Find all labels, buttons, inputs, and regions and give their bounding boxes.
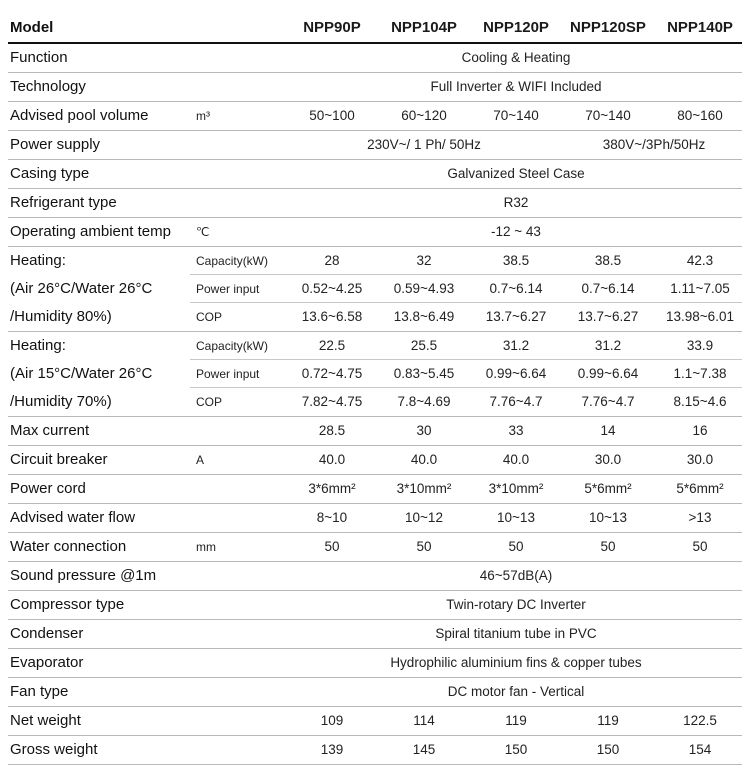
row-label: Operating ambient temp xyxy=(10,223,171,240)
table-row xyxy=(8,388,742,417)
value-cell: 0.7~6.14 xyxy=(581,281,635,296)
row-label: Technology xyxy=(10,78,86,95)
model-header-label: Model xyxy=(10,19,54,36)
row-unit: Capacity(kW) xyxy=(196,254,269,268)
value-cell: 31.2 xyxy=(594,338,622,353)
value-cell: 50 xyxy=(692,539,708,554)
row-unit: Power input xyxy=(196,367,260,381)
spec-table xyxy=(8,14,742,765)
value-cell: 13.6~6.58 xyxy=(301,309,363,324)
value-cell: 119 xyxy=(505,713,527,728)
row-label: Function xyxy=(10,49,68,66)
value-cell: 145 xyxy=(412,742,436,757)
value-cell: 40.0 xyxy=(410,452,438,467)
value-cell: 30 xyxy=(416,423,432,438)
value-cell: 8~10 xyxy=(316,510,348,525)
value-cell: 28 xyxy=(324,253,340,268)
value-cell: 0.59~4.93 xyxy=(393,281,455,296)
value-cell: 22.5 xyxy=(318,338,346,353)
table-row xyxy=(8,707,742,736)
span-value: Hydrophilic aluminium fins & copper tubes xyxy=(390,655,642,670)
value-cell: 150 xyxy=(504,742,528,757)
row-label: Water connection xyxy=(10,538,127,555)
value-cell: 38.5 xyxy=(594,253,622,268)
row-label: Circuit breaker xyxy=(10,451,108,468)
value-cell: 154 xyxy=(688,742,712,757)
table-row xyxy=(8,620,742,649)
table-row xyxy=(8,417,742,446)
value-cell: 8.15~4.6 xyxy=(673,394,727,409)
value-cell: 50 xyxy=(324,539,340,554)
table-row xyxy=(8,591,742,620)
row-label: Max current xyxy=(10,422,90,439)
value-cell: 60~120 xyxy=(401,108,447,123)
span-value: Full Inverter & WIFI Included xyxy=(430,79,602,94)
value-cell: 30.0 xyxy=(594,452,622,467)
value-cell: 50 xyxy=(600,539,616,554)
span-value: Twin-rotary DC Inverter xyxy=(446,597,586,612)
table-row xyxy=(8,131,742,160)
value-cell: 13.8~6.49 xyxy=(393,309,455,324)
value-cell: 50 xyxy=(416,539,432,554)
span-value-single-phase: 230V~/ 1 Ph/ 50Hz xyxy=(367,137,481,152)
value-cell: 31.2 xyxy=(502,338,530,353)
value-cell: 14 xyxy=(600,423,616,438)
span-value: 46~57dB(A) xyxy=(479,568,553,583)
model-npp140p: NPP140P xyxy=(667,19,733,36)
value-cell: 33 xyxy=(508,423,524,438)
row-label: Power cord xyxy=(10,480,86,497)
row-label: Casing type xyxy=(10,165,90,182)
row-unit: m³ xyxy=(196,109,210,123)
value-cell: 32 xyxy=(416,253,432,268)
value-cell: 40.0 xyxy=(502,452,530,467)
table-row xyxy=(8,446,742,475)
row-label: /Humidity 80%) xyxy=(10,308,112,325)
span-value: Galvanized Steel Case xyxy=(447,166,585,181)
value-cell: 1.11~7.05 xyxy=(670,281,730,296)
table-row xyxy=(8,303,742,332)
value-cell: 0.83~5.45 xyxy=(393,366,455,381)
row-unit: COP xyxy=(196,310,223,324)
table-row xyxy=(8,44,742,73)
value-cell: 0.7~6.14 xyxy=(489,281,543,296)
value-cell: 10~13 xyxy=(497,510,535,525)
table-row xyxy=(8,678,742,707)
row-label: (Air 15°C/Water 26°C xyxy=(10,365,153,382)
value-cell: 0.99~6.64 xyxy=(577,366,639,381)
value-cell: 40.0 xyxy=(318,452,346,467)
value-cell: 50~100 xyxy=(309,108,355,123)
value-cell: 10~12 xyxy=(405,510,443,525)
row-label: (Air 26°C/Water 26°C xyxy=(10,280,153,297)
value-cell: 10~13 xyxy=(589,510,627,525)
value-cell: 7.82~4.75 xyxy=(301,394,363,409)
table-row xyxy=(8,102,742,131)
value-cell: 7.76~4.7 xyxy=(581,394,635,409)
value-cell: 33.9 xyxy=(686,338,714,353)
table-row xyxy=(8,247,742,275)
table-row xyxy=(8,562,742,591)
value-cell: 13.98~6.01 xyxy=(666,309,734,324)
row-unit: mm xyxy=(196,540,216,554)
row-unit: A xyxy=(196,453,205,467)
row-label: Sound pressure @1m xyxy=(10,567,157,584)
row-label: Advised pool volume xyxy=(10,107,149,124)
table-row xyxy=(8,332,742,360)
row-label: /Humidity 70%) xyxy=(10,393,112,410)
table-row xyxy=(8,360,742,388)
table-header xyxy=(8,14,742,44)
value-cell: 3*10mm² xyxy=(488,481,544,496)
table-row xyxy=(8,160,742,189)
row-label: Condenser xyxy=(10,625,84,642)
value-cell: 38.5 xyxy=(502,253,530,268)
row-unit: Power input xyxy=(196,282,260,296)
value-cell: 109 xyxy=(320,713,344,728)
value-cell: 122.5 xyxy=(683,713,717,728)
value-cell: 28.5 xyxy=(318,423,346,438)
value-cell: 114 xyxy=(413,713,435,728)
table-row xyxy=(8,73,742,102)
row-unit: ℃ xyxy=(196,225,210,239)
value-cell: 1.1~7.38 xyxy=(673,366,727,381)
table-row xyxy=(8,189,742,218)
row-label: Evaporator xyxy=(10,654,84,671)
span-value: Spiral titanium tube in PVC xyxy=(435,626,597,641)
table-row xyxy=(8,736,742,765)
table-row xyxy=(8,533,742,562)
value-cell: 50 xyxy=(508,539,524,554)
value-cell: 3*6mm² xyxy=(308,481,356,496)
span-value-three-phase: 380V~/3Ph/50Hz xyxy=(602,137,706,152)
row-label: Fan type xyxy=(10,683,69,700)
value-cell: 3*10mm² xyxy=(396,481,452,496)
table-row xyxy=(8,649,742,678)
row-label: Power supply xyxy=(10,136,101,153)
value-cell: >13 xyxy=(688,510,712,525)
row-label: Heating: xyxy=(10,252,66,269)
value-cell: 16 xyxy=(692,423,708,438)
table-row xyxy=(8,275,742,303)
model-npp104p: NPP104P xyxy=(391,19,457,36)
value-cell: 42.3 xyxy=(686,253,714,268)
span-value: Cooling & Heating xyxy=(461,50,571,65)
value-cell: 80~160 xyxy=(677,108,723,123)
value-cell: 13.7~6.27 xyxy=(577,309,639,324)
row-unit: COP xyxy=(196,395,223,409)
table-row xyxy=(8,475,742,504)
value-cell: 7.8~4.69 xyxy=(397,394,451,409)
span-value: DC motor fan - Vertical xyxy=(447,684,585,699)
value-cell: 7.76~4.7 xyxy=(489,394,543,409)
value-cell: 70~140 xyxy=(493,108,539,123)
value-cell: 139 xyxy=(320,742,344,757)
model-npp120sp: NPP120SP xyxy=(570,19,646,36)
span-value: R32 xyxy=(503,195,529,210)
value-cell: 119 xyxy=(597,713,619,728)
value-cell: 13.7~6.27 xyxy=(485,309,547,324)
row-label: Advised water flow xyxy=(10,509,136,526)
model-npp120p: NPP120P xyxy=(483,19,549,36)
span-value: -12 ~ 43 xyxy=(491,224,541,239)
model-npp90p: NPP90P xyxy=(303,19,361,36)
value-cell: 150 xyxy=(596,742,620,757)
row-unit: Capacity(kW) xyxy=(196,339,269,353)
value-cell: 0.72~4.75 xyxy=(301,366,363,381)
value-cell: 70~140 xyxy=(585,108,631,123)
table-row xyxy=(8,504,742,533)
value-cell: 0.52~4.25 xyxy=(301,281,363,296)
row-label: Compressor type xyxy=(10,596,125,613)
value-cell: 0.99~6.64 xyxy=(485,366,547,381)
table-row xyxy=(8,218,742,247)
row-label: Heating: xyxy=(10,337,66,354)
row-label: Net weight xyxy=(10,712,81,729)
value-cell: 5*6mm² xyxy=(584,481,632,496)
value-cell: 30.0 xyxy=(686,452,714,467)
value-cell: 25.5 xyxy=(410,338,438,353)
value-cell: 5*6mm² xyxy=(676,481,724,496)
row-label: Gross weight xyxy=(10,741,98,758)
row-label: Refrigerant type xyxy=(10,194,117,211)
